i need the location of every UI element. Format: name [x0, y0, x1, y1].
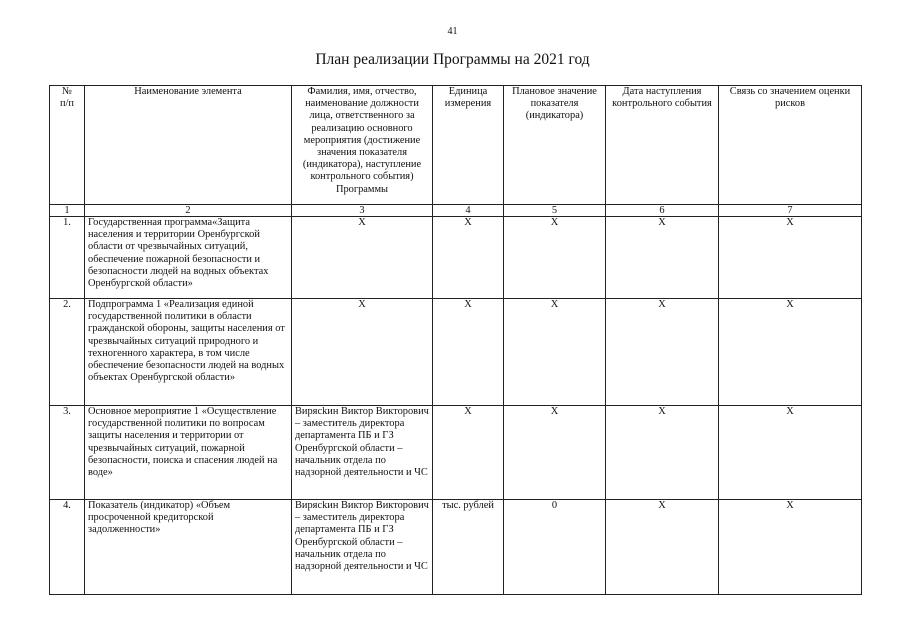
column-number: 3	[292, 205, 433, 217]
column-number: 1	[50, 205, 85, 217]
row-number: 4.	[50, 500, 85, 595]
event-date: Х	[606, 406, 719, 500]
plan-value: 0	[504, 500, 606, 595]
responsible-person: Х	[292, 299, 433, 406]
column-number-row	[50, 205, 862, 217]
header-unit: Единица измерения	[433, 86, 504, 205]
header-number: № п/п	[50, 86, 85, 205]
responsible-person: Вирясkин Виктор Викторович – заместитель директора департамента ПБ и ГЗ Оренбургской области – начальник отдела по надзорной деятельности и ЧС	[292, 406, 433, 500]
column-number: 4	[433, 205, 504, 217]
header-element-name: Наименование элемента	[85, 86, 292, 205]
unit: тыс. рублей	[433, 500, 504, 595]
page-number: 41	[447, 26, 458, 37]
row-number: 2.	[50, 299, 85, 406]
column-number: 5	[504, 205, 606, 217]
risk-link: Х	[719, 406, 862, 500]
event-date: Х	[606, 217, 719, 299]
unit: Х	[433, 217, 504, 299]
unit: Х	[433, 406, 504, 500]
header-responsible: Фамилия, имя, отчество, наименование должности лица, ответственного за реализацию основного мероприятия (достижение значения показателя (индикатора), наступление контрольного события) Программы	[292, 86, 433, 205]
plan-value: Х	[504, 217, 606, 299]
header-risk-link: Связь со значением оценки рисков	[719, 86, 862, 205]
column-number: 7	[719, 205, 862, 217]
table-row	[50, 217, 862, 299]
plan-table	[49, 85, 862, 595]
header-plan-value: Плановое значение показателя (индикатора)	[504, 86, 606, 205]
element-name: Государственная программа«Защита населения и территории Оренбургской области от чрезвычайных ситуаций, обеспечение пожарной безопасности и безопасности людей на водных объектах Оренбургской области»	[85, 217, 292, 299]
page-title: План реализации Программы на 2021 год	[315, 51, 590, 68]
responsible-person: Х	[292, 217, 433, 299]
header-event-date: Дата наступления контрольного события	[606, 86, 719, 205]
element-name: Основное мероприятие 1 «Осуществление государственной политики по вопросам защиты населения и территории от чрезвычайных ситуаций, пожарной безопасности, поиска и спасения людей на воде»	[85, 406, 292, 500]
risk-link: Х	[719, 500, 862, 595]
element-name: Показатель (индикатор) «Объем просроченной кредиторской задолженности»	[85, 500, 292, 595]
element-name: Подпрограмма 1 «Реализация единой государственной политики в области гражданской обороны, защиты населения от чрезвычайных ситуаций природного и техногенного характера, в том числе обеспечение безопасности людей на водных объектах Оренбургской области»	[85, 299, 292, 406]
responsible-person: Вирясkин Виктор Викторович – заместитель директора департамента ПБ и ГЗ Оренбургской области – начальник отдела по надзорной деятельности и ЧС	[292, 500, 433, 595]
unit: Х	[433, 299, 504, 406]
row-number: 1.	[50, 217, 85, 299]
plan-value: Х	[504, 406, 606, 500]
risk-link: Х	[719, 299, 862, 406]
plan-value: Х	[504, 299, 606, 406]
table-row	[50, 299, 862, 406]
header-row	[50, 86, 862, 205]
column-number: 2	[85, 205, 292, 217]
row-number: 3.	[50, 406, 85, 500]
column-number: 6	[606, 205, 719, 217]
risk-link: Х	[719, 217, 862, 299]
event-date: Х	[606, 500, 719, 595]
table-row	[50, 500, 862, 595]
event-date: Х	[606, 299, 719, 406]
table-row	[50, 406, 862, 500]
